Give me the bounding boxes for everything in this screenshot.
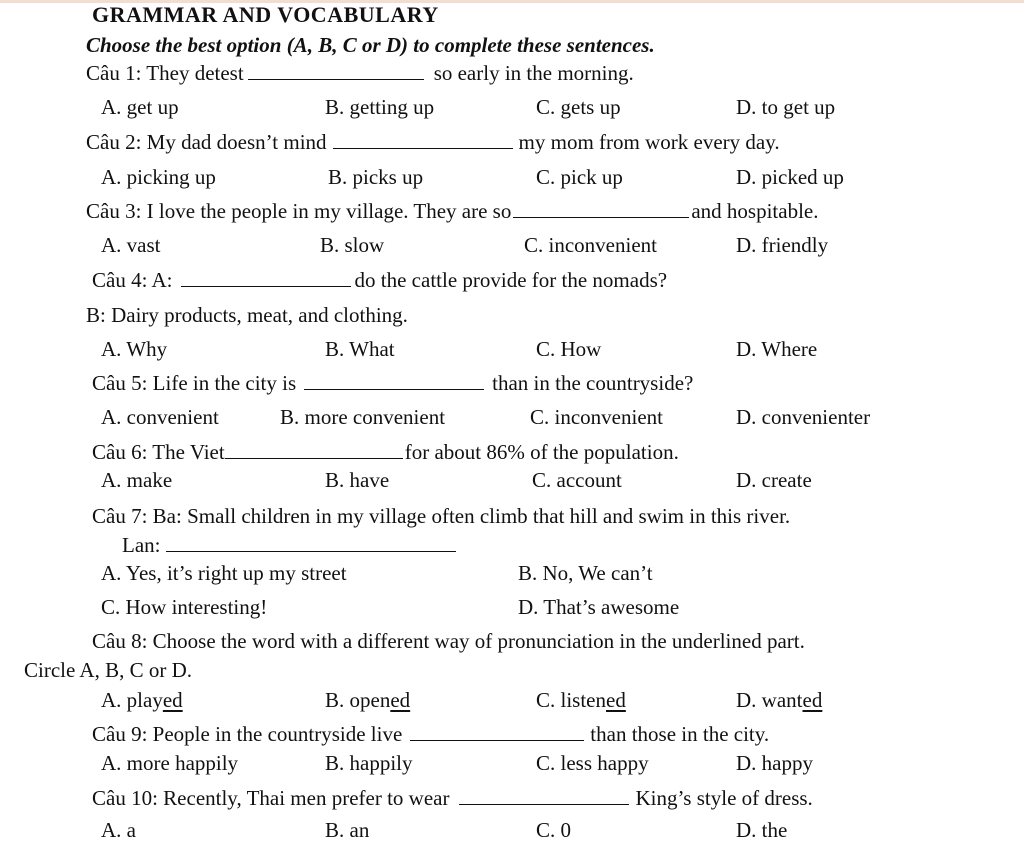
question-10 bbox=[92, 786, 813, 810]
q8-option-c bbox=[536, 688, 626, 712]
question-5-label: Câu 5: bbox=[92, 371, 148, 395]
q8-option-b-underlined: ed bbox=[390, 688, 411, 712]
question-2 bbox=[86, 130, 780, 154]
q6-option-a: A. make bbox=[101, 468, 173, 492]
question-8-text: Choose the word with a different way of pronunciation in the underlined part. bbox=[152, 629, 805, 653]
question-7-label: Câu 7: bbox=[92, 504, 148, 528]
q7-option-b: B. No, We can’t bbox=[518, 561, 653, 585]
answer-blank-7 bbox=[166, 533, 456, 552]
question-4-text-after: do the cattle provide for the nomads? bbox=[354, 268, 668, 292]
q6-option-d: D. create bbox=[736, 468, 812, 492]
question-6-text-after: for about 86% of the population. bbox=[404, 440, 679, 464]
q1-option-b: B. getting up bbox=[325, 95, 435, 119]
question-5-text-before: Life in the city is bbox=[152, 371, 297, 395]
question-3-label: Câu 3: bbox=[86, 199, 142, 223]
q2-option-a: A. picking up bbox=[101, 165, 216, 189]
q5-option-d: D. convenienter bbox=[736, 405, 871, 429]
q7-option-d: D. That’s awesome bbox=[518, 595, 680, 619]
q5-option-c: C. inconvenient bbox=[530, 405, 663, 429]
q3-option-a: A. vast bbox=[101, 233, 161, 257]
q8-option-c-text: C. listen bbox=[536, 688, 607, 712]
q2-option-b: B. picks up bbox=[328, 165, 424, 189]
question-6-text-before: The Viet bbox=[152, 440, 225, 464]
answer-blank-1 bbox=[248, 61, 424, 80]
question-4-text-before: A: bbox=[151, 268, 173, 292]
question-2-text-before: My dad doesn’t mind bbox=[146, 130, 327, 154]
instruction-text: Choose the best option (A, B, C or D) to complete these sentences. bbox=[86, 33, 655, 57]
question-1-text-before: They detest bbox=[146, 61, 244, 85]
question-3 bbox=[86, 199, 818, 223]
question-10-label: Câu 10: bbox=[92, 786, 158, 810]
q8-option-a-underlined: ed bbox=[162, 688, 183, 712]
q8-option-d-underlined: ed bbox=[802, 688, 823, 712]
q9-option-d: D. happy bbox=[736, 751, 813, 775]
q1-option-c: C. gets up bbox=[536, 95, 621, 119]
q8-option-c-underlined: ed bbox=[606, 688, 626, 712]
question-9 bbox=[92, 722, 769, 746]
question-7-speaker: Lan: bbox=[122, 533, 161, 557]
question-8 bbox=[92, 629, 805, 653]
question-2-label: Câu 2: bbox=[86, 130, 142, 154]
answer-blank-10 bbox=[459, 786, 629, 805]
question-9-text-after: than those in the city. bbox=[590, 722, 770, 746]
question-7 bbox=[92, 504, 790, 528]
question-8-instruction: Circle A, B, C or D. bbox=[24, 658, 192, 682]
answer-blank-5 bbox=[304, 371, 484, 390]
q2-option-c: C. pick up bbox=[536, 165, 623, 189]
q1-option-d: D. to get up bbox=[736, 95, 836, 119]
question-10-text-before: Recently, Thai men prefer to wear bbox=[163, 786, 450, 810]
q9-option-a: A. more happily bbox=[101, 751, 239, 775]
answer-blank-6 bbox=[225, 440, 403, 459]
question-7-text: Ba: Small children in my village often climb that hill and swim in this river. bbox=[152, 504, 791, 528]
q8-option-b bbox=[325, 688, 410, 712]
q10-option-c: C. 0 bbox=[536, 818, 572, 842]
question-9-text-before: People in the countryside live bbox=[152, 722, 403, 746]
q4-option-c: C. How bbox=[536, 337, 602, 361]
q6-option-b: B. have bbox=[325, 468, 390, 492]
q3-option-c: C. inconvenient bbox=[524, 233, 657, 257]
question-3-text-before: I love the people in my village. They are so bbox=[146, 199, 512, 223]
q8-option-a-text: A. play bbox=[101, 688, 163, 712]
q6-option-c: C. account bbox=[532, 468, 622, 492]
question-6-label: Câu 6: bbox=[92, 440, 148, 464]
question-4 bbox=[92, 268, 667, 292]
answer-blank-2 bbox=[333, 130, 513, 149]
q4-option-a: A. Why bbox=[101, 337, 168, 361]
q8-option-a bbox=[101, 688, 183, 712]
q8-option-d-text: D. want bbox=[736, 688, 803, 712]
question-4-answer-line: B: Dairy products, meat, and clothing. bbox=[86, 303, 408, 327]
q4-option-b: B. What bbox=[325, 337, 395, 361]
q7-option-c: C. How interesting! bbox=[101, 595, 268, 619]
q10-option-d: D. the bbox=[736, 818, 788, 842]
question-7-response bbox=[122, 533, 456, 557]
answer-blank-9 bbox=[410, 722, 584, 741]
question-1-text-after: so early in the morning. bbox=[433, 61, 634, 85]
q10-option-a: A. a bbox=[101, 818, 136, 842]
question-5-text-after: than in the countryside? bbox=[492, 371, 694, 395]
q3-option-d: D. friendly bbox=[736, 233, 829, 257]
q8-option-b-text: B. open bbox=[325, 688, 391, 712]
question-5 bbox=[92, 371, 693, 395]
q5-option-b: B. more convenient bbox=[280, 405, 446, 429]
answer-blank-4 bbox=[181, 268, 351, 287]
q10-option-b: B. an bbox=[325, 818, 370, 842]
question-3-text-after: and hospitable. bbox=[691, 199, 819, 223]
question-2-text-after: my mom from work every day. bbox=[518, 130, 780, 154]
question-1-label: Câu 1: bbox=[86, 61, 142, 85]
q7-option-a: A. Yes, it’s right up my street bbox=[101, 561, 347, 585]
q4-option-d: D. Where bbox=[736, 337, 818, 361]
q8-option-d bbox=[736, 688, 822, 712]
q5-option-a: A. convenient bbox=[101, 405, 219, 429]
question-4-label: Câu 4: bbox=[92, 268, 148, 292]
question-10-text-after: King’s style of dress. bbox=[635, 786, 813, 810]
q3-option-b: B. slow bbox=[320, 233, 385, 257]
section-title: GRAMMAR AND VOCABULARY bbox=[92, 2, 439, 27]
q9-option-c: C. less happy bbox=[536, 751, 649, 775]
question-8-label: Câu 8: bbox=[92, 629, 148, 653]
question-6 bbox=[92, 440, 679, 464]
answer-blank-3 bbox=[513, 199, 689, 218]
question-9-label: Câu 9: bbox=[92, 722, 148, 746]
question-1 bbox=[86, 61, 634, 85]
q9-option-b: B. happily bbox=[325, 751, 413, 775]
q2-option-d: D. picked up bbox=[736, 165, 844, 189]
q1-option-a: A. get up bbox=[101, 95, 179, 119]
